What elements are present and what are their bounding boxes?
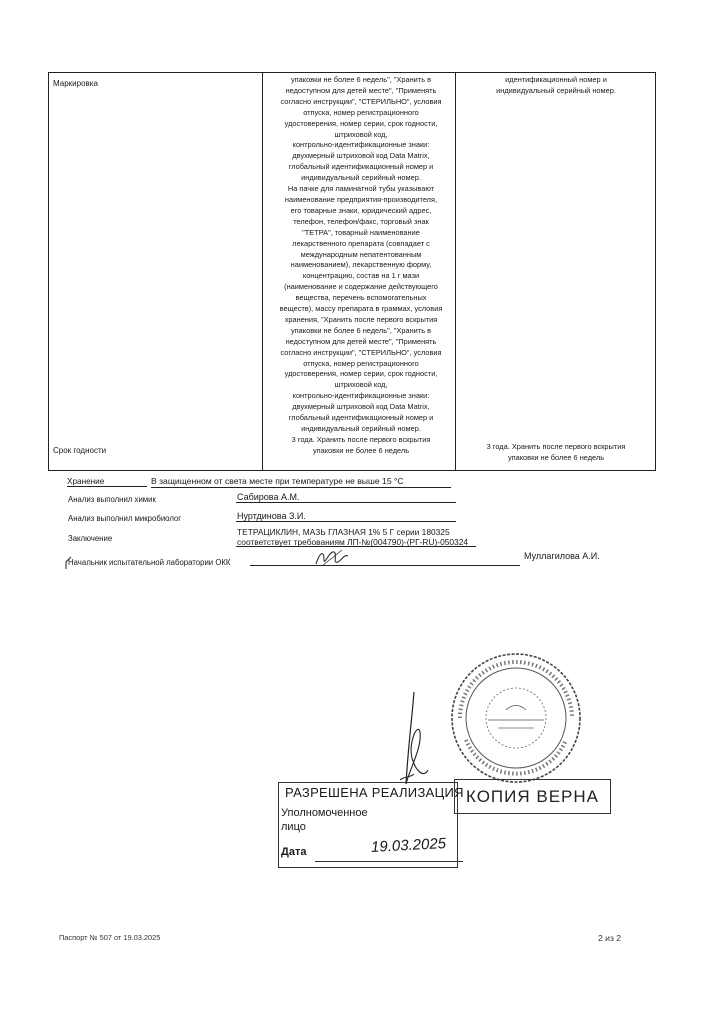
text-line: международным непатентованным <box>300 249 422 259</box>
text-line: согласно инструкции", "СТЕРИЛЬНО", условия <box>280 347 442 357</box>
specification-table <box>48 72 656 471</box>
text-line: наименованием), лекарственную форму, <box>290 260 432 270</box>
conclusion-line-1: ТЕТРАЦИКЛИН, МАЗЬ ГЛАЗНАЯ 1% 5 Г серии 180325 <box>237 527 450 537</box>
micro-label: Анализ выполнил микробиолог <box>68 514 182 523</box>
copy-stamp: КОПИЯ ВЕРНА <box>454 779 611 814</box>
stamp-date-line <box>315 861 463 862</box>
bracket-mark <box>63 556 73 570</box>
head-value: Муллагилова А.И. <box>524 551 600 561</box>
text-line: упаковки не более 6 недель <box>507 452 605 462</box>
text-line: отпуска, номер регистрационного <box>303 107 419 117</box>
conclusion-label: Заключение <box>68 534 113 543</box>
micro-value: Нуртдинова З.И. <box>237 511 306 521</box>
text-line: На пачке для ламинатной тубы указывают <box>287 184 435 194</box>
passport-footer: Паспорт № 507 от 19.03.2025 <box>59 933 161 942</box>
text-line: двухмерный штриховой код Data Matrix, <box>292 402 430 412</box>
text-line: вещества, перечень вспомогательных <box>295 293 427 303</box>
chemist-label: Анализ выполнил химик <box>68 495 156 504</box>
text-line: штриховой код, <box>334 380 388 390</box>
chemist-underline <box>236 502 456 503</box>
storage-value: В защищенном от света месте при температуре не выше 15 °С <box>151 476 404 486</box>
stamp-date-value: 19.03.2025 <box>370 835 447 856</box>
release-stamp <box>278 782 464 868</box>
text-line: штриховой код, <box>334 129 388 139</box>
text-line: упаковки не более 6 недель", "Хранить в <box>290 325 432 335</box>
text-line: идентификационный номер и <box>505 75 607 84</box>
text-line: наименование предприятия-производителя, <box>284 194 438 204</box>
stamp-date-label: Дата <box>281 846 307 858</box>
micro-underline <box>236 521 456 522</box>
text-line: 3 года. Хранить после первого вскрытия <box>486 442 626 451</box>
stamp-title: РАЗРЕШЕНА РЕАЛИЗАЦИЯ <box>285 785 464 800</box>
head-signature <box>312 546 352 570</box>
text-line: упаковки не более 6 недель <box>312 445 410 455</box>
requirements-column <box>265 75 457 457</box>
text-line: упаковки не более 6 недель", "Хранить в <box>290 75 432 84</box>
results-column-bottom <box>459 442 653 463</box>
table-divider-1 <box>262 73 263 470</box>
text-line: контрольно-идентификационные знаки: <box>292 140 430 150</box>
round-seal <box>448 650 584 786</box>
head-signature-line <box>250 565 520 566</box>
text-line: индивидуальный серийный номер. <box>496 85 616 95</box>
text-line: двухмерный штриховой код Data Matrix, <box>292 151 430 161</box>
text-line: удостоверения, номер серии, срок годности, <box>284 118 438 128</box>
text-line: глобальный идентификационный номер и <box>288 162 434 172</box>
text-line: концентрацию, состав на 1 г мази <box>302 271 420 281</box>
text-line: недоступном для детей месте", "Применять <box>285 336 437 346</box>
page-number: 2 из 2 <box>598 933 622 943</box>
text-line: "ТЕТРА", товарный наименование <box>302 227 420 237</box>
stamp-authorized-2: лицо <box>281 821 306 833</box>
text-line: телефон, телефон/факс, торговый знак <box>293 216 429 226</box>
text-line: согласно инструкции", "СТЕРИЛЬНО", условия <box>280 96 442 106</box>
text-line: веществ), массу препарата в граммах, условия <box>279 304 443 314</box>
storage-underline <box>151 487 451 488</box>
text-line: 3 года. Хранить после первого вскрытия <box>291 434 431 444</box>
stamp-authorized-1: Уполномоченное <box>281 807 368 819</box>
text-line: отпуска, номер регистрационного <box>303 358 419 368</box>
conclusion-underline <box>236 546 476 547</box>
text-line: его товарные знаки, юридический адрес, <box>290 205 432 215</box>
text-line: хранения, "Хранить после первого вскрытия <box>284 314 438 324</box>
storage-label-underline <box>67 486 147 487</box>
text-line: индивидуальный серийный номер. <box>301 173 421 183</box>
row-label-marking: Маркировка <box>53 79 98 88</box>
head-label: Начальник испытательной лаборатории ОКК <box>68 558 231 567</box>
text-line: лекарственного препарата (совпадает с <box>292 238 430 248</box>
conclusion-line-2: соответствует требованиям ЛП-№(004790)-(РГ-RU)-050324 <box>237 537 469 547</box>
chemist-value: Сабирова А.М. <box>237 492 300 502</box>
text-line: контрольно-идентификационные знаки: <box>292 391 430 401</box>
text-line: недоступном для детей месте", "Применять <box>285 85 437 95</box>
storage-label: Хранение <box>67 477 105 486</box>
text-line: индивидуальный серийный номер. <box>301 424 421 433</box>
row-label-shelf-life: Срок годности <box>53 446 107 455</box>
text-line: удостоверения, номер серии, срок годности, <box>284 369 438 379</box>
text-line: глобальный идентификационный номер и <box>288 413 434 423</box>
text-line: (наименование и содержание действующего <box>284 282 438 292</box>
results-column-top <box>459 75 653 97</box>
